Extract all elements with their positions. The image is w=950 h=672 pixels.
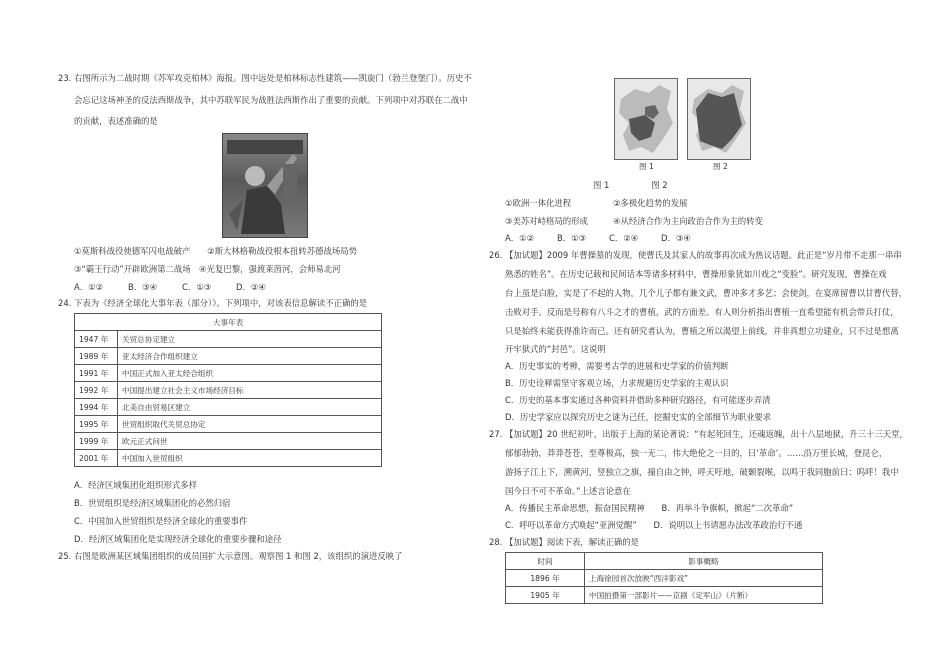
q28-line <box>489 537 639 548</box>
q27-number: 27. <box>489 429 503 439</box>
q26-option-b: B．历史诠释需坚守客观立场，力求规避历史学家的主观认识 <box>505 378 729 388</box>
table-cell-year: 1991 年 <box>75 365 118 382</box>
table-cell-event: 亚太经济合作组织建立 <box>118 348 382 365</box>
q26-stem-line-5: 只是始终未能获得准许而已。还有研究者认为，曹植之所以渴望上前线，并非真想立功建业，只不过是想离 <box>505 326 899 336</box>
poster-image <box>222 133 308 238</box>
table-cell-year: 1995 年 <box>75 416 118 433</box>
q27-stem-line-2: 郁郁勃勃，莽莽苍苍，至尊极高，独一无二，伟大绝伦之一目的，曰‘革命’。……沿万里长城，登昆仑， <box>505 448 888 458</box>
table-cell-year: 1989 年 <box>75 348 118 365</box>
table-row <box>75 348 382 365</box>
table-cell-year: 1896 年 <box>506 570 585 587</box>
q23-answer-b: B．③④ <box>128 282 158 292</box>
q27-options-row-1: A．传播民主革命思想，振奋国民精神 B．再举斗争旗帜，掀起“二次革命” <box>505 503 794 513</box>
q27-stem-line-3: 游扬子江上下，溯黄河，竖独立之旗，撞自由之钟，呼天吁地，破颡裂喉，以鸣于我同胞前曰：呜呼！我中 <box>505 467 899 477</box>
q24-line <box>58 298 367 309</box>
q26-stem-line-2: 熟悉的姓名”。在历史记载和民间话本等诸多材料中，曹操形象犹如川戏之“变脸”。研究发现，曹操在戏 <box>505 269 887 279</box>
table-cell-event: 中国正式加入亚太经合组织 <box>118 365 382 382</box>
q25-line <box>58 551 403 562</box>
q24-option-a: A．经济区域集团化组织形式多样 <box>74 480 197 490</box>
table-row <box>75 365 382 382</box>
q24-option-c: C．中国加入世贸组织是经济全球化的重要事件 <box>74 516 248 526</box>
table-cell-year: 1999 年 <box>75 433 118 450</box>
table-row <box>75 433 382 450</box>
q23-stem-line-3: 的贡献，表述准确的是 <box>74 116 158 126</box>
table-cell-year: 1994 年 <box>75 399 118 416</box>
q25-answer-d: D．③④ <box>661 233 691 243</box>
q28-stem: 【加试题】阅读下表，解读正确的是 <box>505 537 639 547</box>
q23-stem-line-1: 右图所示为二战时期《苏军攻克柏林》海报。图中远处是柏林标志性建筑——凯旋门（勃兰登堡门）。历史不 <box>74 73 472 83</box>
table-cell-event: 北美自由贸易区建立 <box>118 399 382 416</box>
europe-map-icon <box>688 79 750 159</box>
q24-stem: 下表为《经济全球化大事年表（部分）》。下列项中，对该表信息解读不正确的是 <box>74 298 368 308</box>
q23-options-row-2: ③“霸王行动”开辟欧洲第二战场 ④光复巴黎，强渡莱茵河，会师易北河 <box>74 264 341 274</box>
q24-option-b: B．世贸组织是经济区域集团化的必然归宿 <box>74 498 231 508</box>
q25-fig1-label: 图 1 <box>639 162 654 171</box>
q26-stem-line-3: 台上虽是白脸，实是了不起的人物，几个儿子都有兼文武，曹冲多才多艺；会使剑，在宴席留曹以甘曹代替， <box>505 288 907 298</box>
q26-stem-line-6: 开牢狱式的“封邑”。这说明 <box>505 344 606 354</box>
q24-table <box>74 313 382 467</box>
q26-stem-line-1: 【加试题】2009 年曹操墓的发现，使曹氏及其家人的故事再次成为热议话题。此正是“岁月带不走那一串串 <box>505 250 902 260</box>
q25-answer-c: C．②④ <box>609 233 639 243</box>
q25-stem: 右图是欧洲某区域集团组织的成员国扩大示意图。观察图 1 和图 2，该组织的演进反映了 <box>74 551 403 561</box>
q26-line-1 <box>489 250 902 261</box>
q23-answer-a: A．①② <box>74 282 104 292</box>
q24-option-d: D．经济区域集团化是实现经济全球化的重要步骤和途径 <box>74 534 282 544</box>
q24-number: 24. <box>58 298 72 308</box>
table-cell-year: 1947 年 <box>75 331 118 348</box>
q23-answer-row <box>74 282 266 293</box>
table-row <box>75 331 382 348</box>
q23-line-1 <box>58 73 472 84</box>
q24-table-title: 大事年表 <box>75 314 382 331</box>
q23-number: 23. <box>58 73 72 83</box>
table-row <box>75 399 382 416</box>
q28-table-header-row <box>506 553 823 570</box>
q23-answer-d: D．②④ <box>236 282 266 292</box>
q23-stem-line-2: 会忘记这场神圣的反法西斯战争，其中苏联军民为战胜法西斯作出了重要的贡献。下列项中对苏联在二战中 <box>74 95 468 105</box>
table-row <box>506 587 823 604</box>
table-cell-event: 中国加入世贸组织 <box>118 450 382 467</box>
table-row <box>506 570 823 587</box>
table-cell-year: 2001 年 <box>75 450 118 467</box>
europe-map-icon <box>615 79 677 159</box>
table-row <box>75 416 382 433</box>
q23-answer-c: C．①③ <box>182 282 212 292</box>
q28-header-summary: 影事概略 <box>585 553 823 570</box>
table-cell-event: 上海徐园首次放映“西洋影戏” <box>585 570 823 587</box>
q25-options-row-1: ①欧洲一体化进程 ②多极化趋势的发展 <box>505 198 688 208</box>
q25-map-2 <box>687 78 751 160</box>
table-cell-year: 1905 年 <box>506 587 585 604</box>
q25-number: 25. <box>58 551 72 561</box>
q27-stem-line-1: 【加试题】20 世纪初叶，出版于上海的某论著说：“有起死回生，还魂返魄，出十八层地狱，升三十三天堂， <box>505 429 908 439</box>
q28-number: 28. <box>489 537 503 547</box>
table-cell-year: 1992 年 <box>75 382 118 399</box>
q24-table-title-row <box>75 314 382 331</box>
q25-map-1 <box>614 78 678 160</box>
q26-option-a: A．历史事实的考辨，需要考古学的进展和史学家的价值判断 <box>505 361 729 371</box>
q25-caption: 图 1 图 2 <box>593 180 668 190</box>
table-cell-event: 欧元正式问世 <box>118 433 382 450</box>
q27-line-1 <box>489 429 908 440</box>
q28-header-time: 时间 <box>506 553 585 570</box>
poster-figure-icon <box>223 134 307 237</box>
q23-options-row-1: ①莫斯科战役使德军闪电战破产 ②斯大林格勒战役根本扭转苏德战场局势 <box>74 246 358 256</box>
q26-option-c: C．历史的基本事实通过各种资料并借助多种研究路径，有可能逐步弄清 <box>505 395 771 405</box>
q25-answer-b: B．①③ <box>557 233 587 243</box>
q25-answer-a: A．①② <box>505 233 535 243</box>
q26-stem-line-4: 击败对手。反而是号称有八斗之才的曹植，武的方面差。有人则分析指出曹植一直希望能有机会带兵打仗， <box>505 307 899 317</box>
table-cell-event: 关贸总协定建立 <box>118 331 382 348</box>
table-row <box>75 450 382 467</box>
table-cell-event: 世贸组织取代关贸总协定 <box>118 416 382 433</box>
q27-options-row-2: C．呼吁以革命方式唤起“亚洲觉醒” D．说明以上书请愿办法改革政治行不通 <box>505 520 803 530</box>
q25-options-row-2: ③美苏对峙格局的形成 ④从经济合作为主向政治合作为主的转变 <box>505 216 763 226</box>
table-row <box>75 382 382 399</box>
q26-number: 26. <box>489 250 503 260</box>
q26-option-d: D．历史学家应以探究历史之谜为己任，挖掘史实的全部细节为职业要求 <box>505 412 772 422</box>
q28-table <box>505 552 823 604</box>
q25-fig2-label: 图 2 <box>713 162 728 171</box>
table-cell-event: 中国提出建立社会主义市场经济目标 <box>118 382 382 399</box>
table-cell-event: 中国拍摄第一部影片——京剧《定军山》（片断） <box>585 587 823 604</box>
q27-stem-line-4: 国今日不可不革命。”上述言论意在 <box>505 486 631 496</box>
q25-answer-row <box>505 233 691 244</box>
